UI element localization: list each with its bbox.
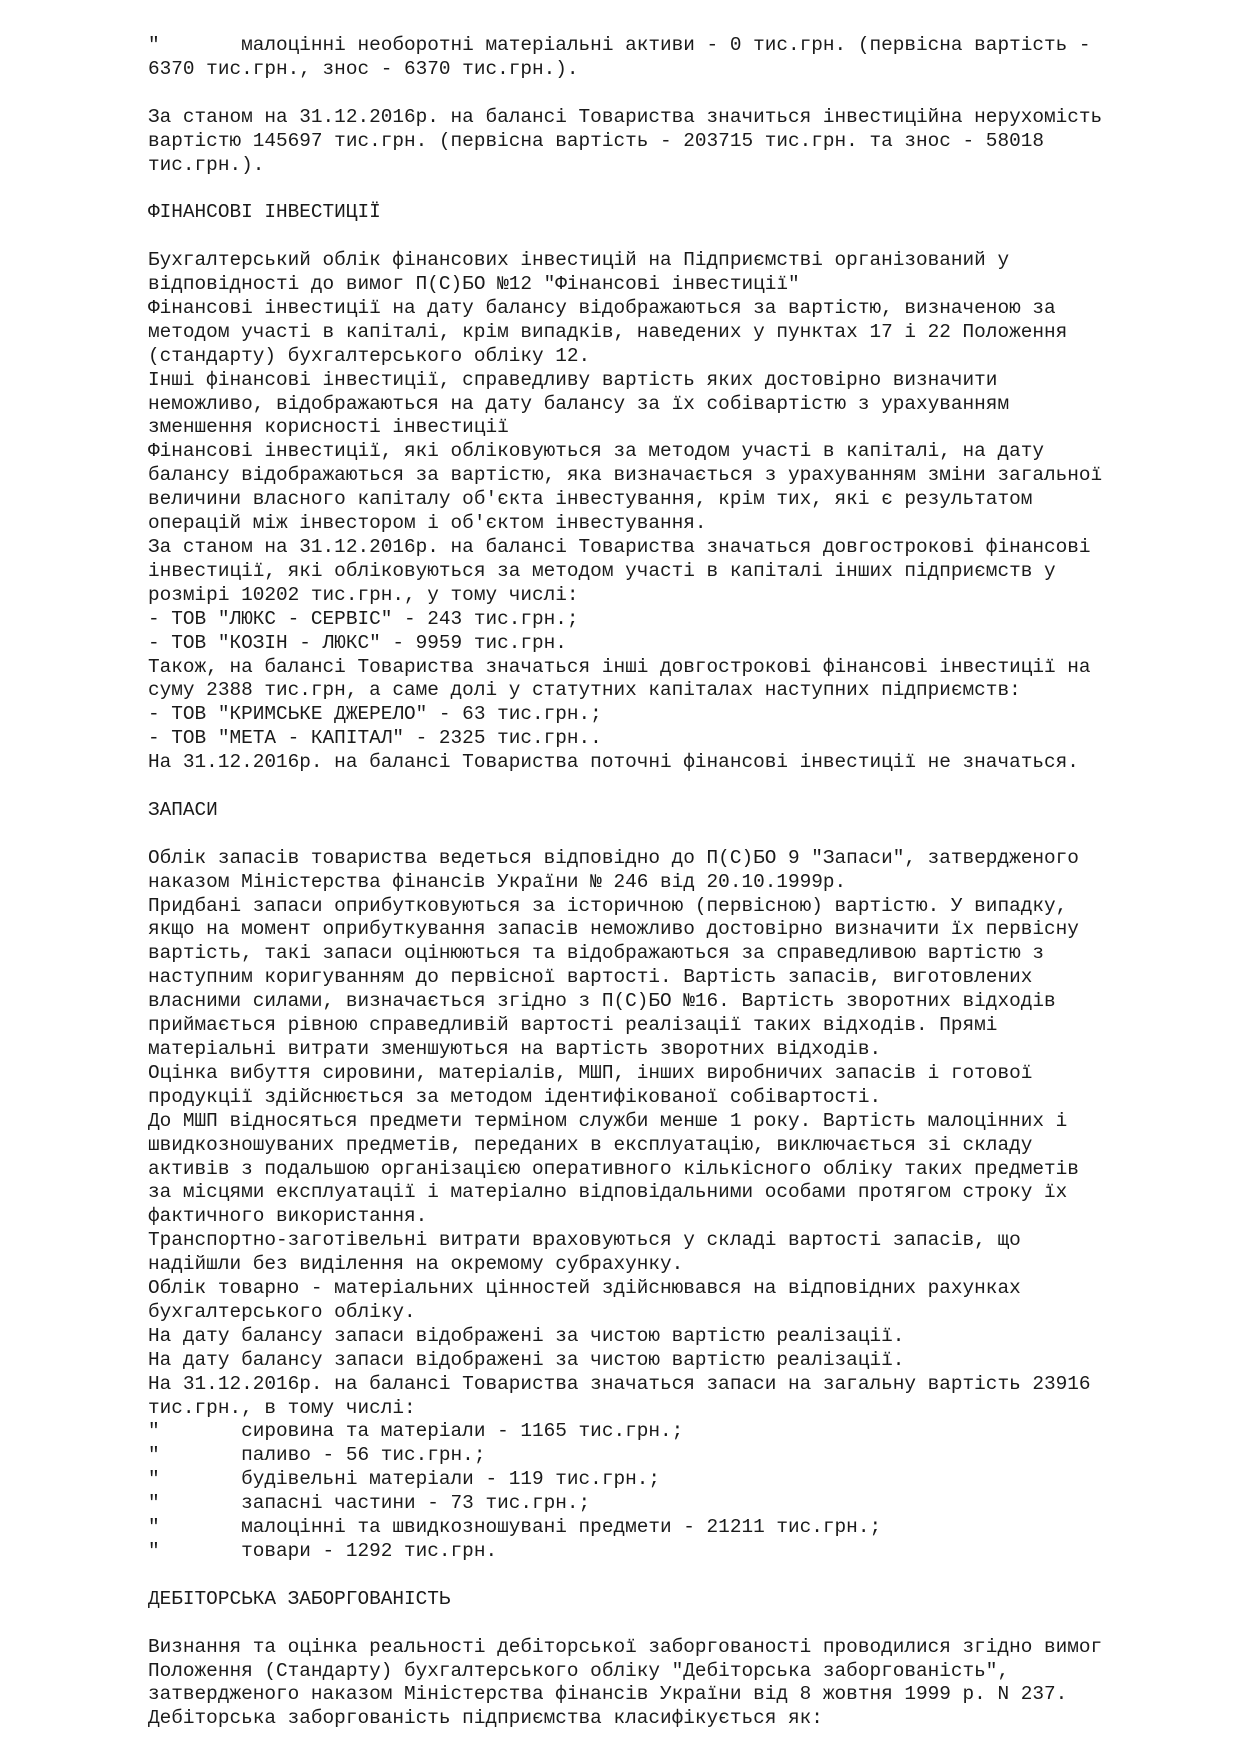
text-line: " малоцінні необоротні матеріальні активи - 0 тис.грн. (первісна вартість - xyxy=(148,34,1091,56)
text-line: " малоцінні та швидкозношувані предмети - 21211 тис.грн.; xyxy=(148,1516,882,1539)
text-line: На дату балансу запаси відображені за чистою вартістю реалізації. xyxy=(148,1324,905,1347)
text-line: операцій між інвестором і об'єктом інвестування. xyxy=(148,512,707,535)
text-line: зменшення корисності інвестиції xyxy=(148,416,509,439)
text-line: Фінансові інвестиції, які обліковуються за методом участі в капіталі, на дату xyxy=(148,440,1044,463)
text-line: На дату балансу запаси відображені за чистою вартістю реалізації. xyxy=(148,1348,905,1371)
paragraph-gap xyxy=(148,82,1218,106)
document-page xyxy=(148,34,1218,1731)
text-line: На 31.12.2016р. на балансі Товариства значаться запаси на загальну вартість 23916 xyxy=(148,1372,1091,1395)
paragraph xyxy=(148,249,1218,775)
text-line: фактичного використання. xyxy=(148,1205,428,1228)
text-line: Транспортно-заготівельні витрати враховуються у складі вартості запасів, що xyxy=(148,1229,1021,1252)
text-line: Облік товарно - матеріальних цінностей здійснювався на відповідних рахунках xyxy=(148,1277,1021,1300)
paragraph-gap xyxy=(148,225,1218,249)
text-line: Положення (Стандарту) бухгалтерського обліку "Дебіторська заборгованість", xyxy=(148,1659,1010,1682)
text-line: власними силами, визначається згідно з П(С)БО №16. Вартість зворотних відходів xyxy=(148,990,1056,1013)
text-line: тис.грн., в тому числі: xyxy=(148,1396,416,1419)
text-line: ДЕБІТОРСЬКА ЗАБОРГОВАНІСТЬ xyxy=(148,1587,451,1610)
text-line: розмірі 10202 тис.грн., у тому числі: xyxy=(148,583,579,606)
text-line: Інші фінансові інвестиції, справедливу вартість яких достовірно визначити xyxy=(148,368,998,391)
text-line: За станом на 31.12.2016р. на балансі Товариства значиться інвестиційна нерухомість xyxy=(148,105,1103,128)
text-line: " запасні частини - 73 тис.грн.; xyxy=(148,1492,591,1515)
text-line: - ТОВ "КРИМСЬКЕ ДЖЕРЕЛО" - 63 тис.грн.; xyxy=(148,703,602,726)
text-line: На 31.12.2016р. на балансі Товариства поточні фінансові інвестиції не значаться. xyxy=(148,751,1079,774)
text-line: якщо на момент оприбуткування запасів неможливо достовірно визначити їх первісну xyxy=(148,918,1079,941)
text-line: суму 2388 тис.грн, а саме долі у статутних капіталах наступних підприємств: xyxy=(148,679,1021,702)
text-line: величини власного капіталу об'єкта інвестування, крім тих, які є результатом xyxy=(148,488,1033,511)
text-line: активів з подальшою організацією оперативного кількісного обліку таких предметів xyxy=(148,1157,1079,1180)
text-line: За станом на 31.12.2016р. на балансі Товариства значаться довгострокові фінансові xyxy=(148,535,1091,558)
paragraph xyxy=(148,1588,1218,1612)
text-line: Дебіторська заборгованість підприємства класифікується як: xyxy=(148,1707,823,1730)
text-line: 6370 тис.грн., знос - 6370 тис.грн.). xyxy=(148,57,579,80)
text-line: затвердженого наказом Міністерства фінансів України від 8 жовтня 1999 р. N 237. xyxy=(148,1683,1068,1706)
text-line: бухгалтерського обліку. xyxy=(148,1300,416,1323)
text-line: швидкозношуваних предметів, переданих в експлуатацію, виключається зі складу xyxy=(148,1133,1033,1156)
text-line: надійшли без виділення на окремому субрахунку. xyxy=(148,1253,684,1276)
paragraph-gap xyxy=(148,775,1218,799)
text-line: відповідності до вимог П(С)БО №12 "Фінансові інвестиції" xyxy=(148,273,800,296)
text-line: неможливо, відображаються на дату балансу за їх собівартістю з урахуванням xyxy=(148,392,1010,415)
text-line: " товари - 1292 тис.грн. xyxy=(148,1540,498,1563)
text-line: наказом Міністерства фінансів України № 246 від 20.10.1999р. xyxy=(148,870,847,893)
text-line: ФІНАНСОВІ ІНВЕСТИЦІЇ xyxy=(148,201,381,224)
text-line: - ТОВ "МЕТА - КАПІТАЛ" - 2325 тис.грн.. xyxy=(148,727,602,750)
text-line: " сировина та матеріали - 1165 тис.грн.; xyxy=(148,1420,684,1443)
text-line: матеріальні витрати зменшуються на вартість зворотних відходів. xyxy=(148,1037,882,1060)
paragraph xyxy=(148,847,1218,1564)
text-line: ЗАПАСИ xyxy=(148,798,218,821)
text-line: Придбані запаси оприбутковуються за історичною (первісною) вартістю. У випадку, xyxy=(148,894,1068,917)
paragraph-gap xyxy=(148,823,1218,847)
paragraph-gap xyxy=(148,1612,1218,1636)
text-line: Облік запасів товариства ведеться відповідно до П(С)БО 9 "Запаси", затвердженого xyxy=(148,846,1079,869)
paragraph-gap xyxy=(148,177,1218,201)
text-line: вартість, такі запаси оцінюються та відображаються за справедливою вартістю з xyxy=(148,942,1044,965)
text-line: продукції здійснюється за методом ідентифікованої собівартості. xyxy=(148,1085,882,1108)
text-line: тис.грн.). xyxy=(148,153,265,176)
paragraph xyxy=(148,201,1218,225)
text-line: - ТОВ "КОЗІН - ЛЮКС" - 9959 тис.грн. xyxy=(148,631,567,654)
paragraph xyxy=(148,1636,1218,1732)
paragraph xyxy=(148,34,1218,82)
text-line: " паливо - 56 тис.грн.; xyxy=(148,1444,486,1467)
text-line: інвестиції, які обліковуються за методом участі в капіталі інших підприємств у xyxy=(148,559,1056,582)
text-line: " будівельні матеріали - 119 тис.грн.; xyxy=(148,1468,660,1491)
text-line: Оцінка вибуття сировини, матеріалів, МШП, інших виробничих запасів і готової xyxy=(148,1061,1033,1084)
text-line: за місцями експлуатації і матеріално відповідальними особами протягом строку їх xyxy=(148,1181,1068,1204)
text-line: балансу відображаються за вартістю, яка визначається з урахуванням зміни загальної xyxy=(148,464,1103,487)
paragraph xyxy=(148,106,1218,178)
paragraph-gap xyxy=(148,1564,1218,1588)
text-line: методом участі в капіталі, крім випадків, наведених у пунктах 17 і 22 Положення xyxy=(148,320,1068,343)
text-line: Також, на балансі Товариства значаться інші довгострокові фінансові інвестиції на xyxy=(148,655,1091,678)
text-line: До МШП відносяться предмети терміном служби менше 1 року. Вартість малоцінних і xyxy=(148,1109,1068,1132)
paragraph xyxy=(148,799,1218,823)
text-line: наступним коригуванням до первісної вартості. Вартість запасів, виготовлених xyxy=(148,966,1033,989)
text-line: приймається рівною справедливій вартості реалізації таких відходів. Прямі xyxy=(148,1014,998,1037)
text-line: - ТОВ "ЛЮКС - СЕРВІС" - 243 тис.грн.; xyxy=(148,607,579,630)
text-line: Бухгалтерський облік фінансових інвестицій на Підприємстві організований у xyxy=(148,249,1010,272)
text-line: (стандарту) бухгалтерського обліку 12. xyxy=(148,344,591,367)
text-line: Фінансові інвестиції на дату балансу відображаються за вартістю, визначеною за xyxy=(148,296,1056,319)
text-line: Визнання та оцінка реальності дебіторської заборгованості проводилися згідно вимог xyxy=(148,1635,1103,1658)
text-line: вартістю 145697 тис.грн. (первісна вартість - 203715 тис.грн. та знос - 58018 xyxy=(148,129,1044,152)
